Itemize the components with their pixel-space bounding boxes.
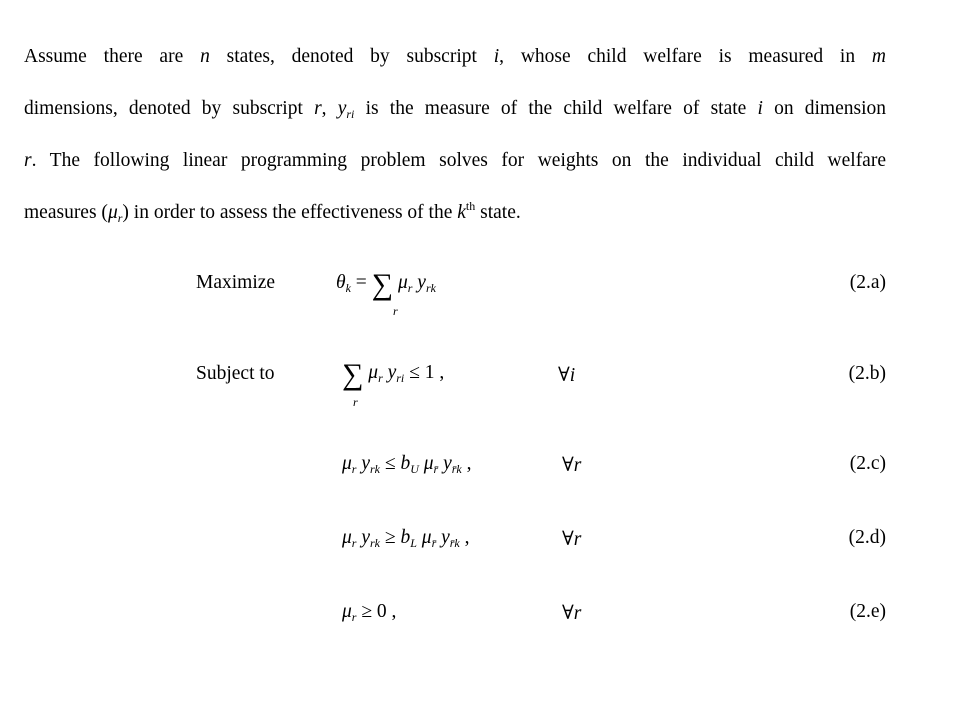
paragraph-line-2: dimensions, denoted by subscript r, $y_{ri}$ is the measure of the child welfare of state i on dimension bbox=[24, 98, 887, 121]
equation-number: (2.a) bbox=[849, 272, 886, 293]
equation-number: (2.d) bbox=[848, 527, 886, 548]
upper-bound-expression: $\mu_r$ $y_{rk} \le b_U$ $\mu_{r̄}$ $y_{r̄k}$ , bbox=[342, 453, 472, 476]
lower-bound-expression: $\mu_r$ $y_{rk} \ge b_L$ $\mu_{r̄}$ $y_{r̄k}$ , bbox=[342, 527, 470, 550]
summation-symbol: ∑ bbox=[342, 358, 364, 391]
forall-quantifier: ∀i bbox=[558, 365, 576, 386]
objective-expression: $\theta_k$ = ∑ $\mu_r$ $y_{rk}$ bbox=[336, 268, 436, 301]
paragraph-line-3: r. The following linear programming problem solves for weights on the individual child welfare bbox=[24, 150, 886, 171]
equation-number: (2.c) bbox=[849, 453, 886, 474]
forall-quantifier: ∀r bbox=[562, 529, 582, 550]
forall-quantifier: ∀r bbox=[562, 455, 582, 476]
forall-quantifier: ∀r bbox=[562, 603, 582, 624]
constraint-expression: ∑ $\mu_r$ $y_{ri} \le 1$ , bbox=[342, 358, 445, 391]
maximize-label: Maximize bbox=[196, 272, 276, 293]
equation-number: (2.b) bbox=[848, 363, 886, 384]
nonnegativity-expression: $\mu_r \ge 0$ , bbox=[342, 601, 397, 624]
paragraph-line-1: Assume there are n states, denoted by subscript i, whose child welfare is measured in m bbox=[24, 46, 886, 67]
summation-index: r bbox=[393, 304, 398, 318]
equation-number: (2.e) bbox=[849, 601, 886, 622]
summation-index: r bbox=[353, 395, 358, 409]
summation-symbol: ∑ bbox=[371, 268, 394, 301]
paragraph-line-4: measures $(\mu_r)$ in order to assess the effectiveness of the $k^{th}$ state. bbox=[24, 199, 521, 225]
subject-to-label: Subject to bbox=[196, 363, 275, 384]
